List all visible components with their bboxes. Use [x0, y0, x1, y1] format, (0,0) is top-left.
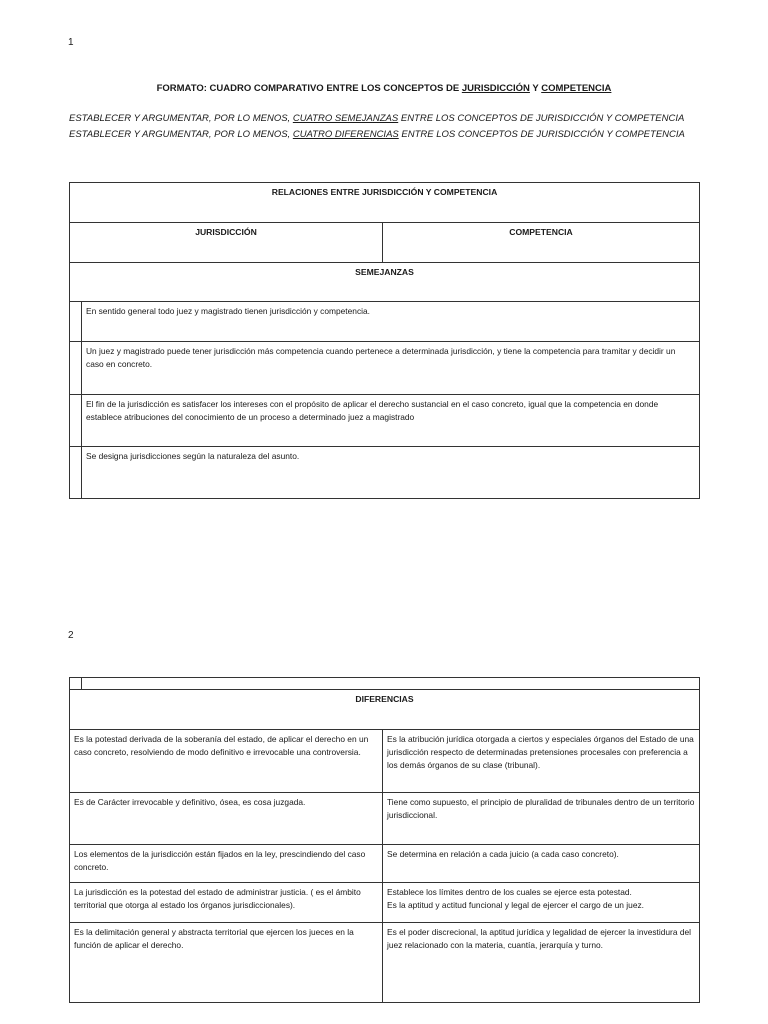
diferencias-table	[69, 677, 700, 1003]
title-y: Y	[529, 83, 542, 94]
top-strip	[82, 678, 700, 690]
instruction-diferencias	[69, 129, 685, 140]
relaciones-table-title: RELACIONES ENTRE JURISDICCIÓN Y COMPETENCIA	[70, 183, 700, 223]
diferencia-competencia: Tiene como supuesto, el principio de pluralidad de tribunales dentro de un territorio jurisdiccional.	[383, 793, 700, 845]
instruction-text: ENTRE LOS CONCEPTOS DE JURISDICCIÓN Y COMPETENCIA	[398, 129, 685, 140]
row-stub	[70, 395, 82, 447]
diferencia-jurisdiccion: Los elementos de la jurisdicción están fijados en la ley, prescindiendo del caso concreto.	[70, 845, 383, 883]
instruction-emphasis: CUATRO SEMEJANZAS	[292, 113, 399, 124]
page-number-2: 2	[68, 630, 74, 641]
row-stub	[70, 342, 82, 395]
row-stub	[70, 678, 82, 690]
semejanza-item: Se designa jurisdicciones según la naturaleza del asunto.	[82, 447, 700, 499]
diferencia-jurisdiccion: La jurisdicción es la potestad del estado de administrar justicia. ( es el ámbito territorial que otorga al estado los órganos jurisdiccionales).	[70, 883, 383, 923]
semejanza-item: Un juez y magistrado puede tener jurisdicción más competencia cuando pertenece a determinada jurisdicción, y tiene la competencia para tramitar y decidir un caso en concreto.	[82, 342, 700, 395]
instruction-emphasis: CUATRO DIFERENCIAS	[292, 129, 399, 140]
row-stub	[70, 302, 82, 342]
diferencia-jurisdiccion: Es la potestad derivada de la soberanía del estado, de aplicar el derecho en un caso concreto, resolviendo de modo definitivo e irrevocable una controversia.	[70, 730, 383, 793]
semejanza-item: En sentido general todo juez y magistrado tienen jurisdicción y competencia.	[82, 302, 700, 342]
instruction-text: ESTABLECER Y ARGUMENTAR, POR LO MENOS,	[69, 113, 293, 124]
diferencia-jurisdiccion: Es la delimitación general y abstracta territorial que ejercen los jueces en la función de aplicar el derecho.	[70, 923, 383, 1003]
title-jurisdiccion: JURISDICCIÓN	[461, 83, 530, 94]
diferencia-jurisdiccion: Es de Carácter irrevocable y definitivo, ósea, es cosa juzgada.	[70, 793, 383, 845]
relaciones-table	[69, 182, 700, 499]
section-header-diferencias: DIFERENCIAS	[70, 690, 700, 730]
section-header-semejanzas: SEMEJANZAS	[70, 263, 700, 302]
document-title	[0, 83, 768, 94]
diferencia-competencia: Es la atribución jurídica otorgada a ciertos y especiales órganos del Estado de una jurisdicción respecto de determinadas pretensiones procesales con preferencia a los demás órganos de su clase (tribunal).	[383, 730, 700, 793]
diferencia-competencia: Es el poder discrecional, la aptitud jurídica y legalidad de ejercer la investidura del juez relacionado con la materia, cuantía, jerarquía y turno.	[383, 923, 700, 1003]
column-header-jurisdiccion: JURISDICCIÓN	[70, 223, 383, 263]
title-competencia: COMPETENCIA	[541, 83, 612, 94]
title-prefix: FORMATO: CUADRO COMPARATIVO ENTRE LOS CONCEPTOS DE	[156, 83, 462, 94]
diferencia-competencia: Se determina en relación a cada juicio (a cada caso concreto).	[383, 845, 700, 883]
instruction-text: ENTRE LOS CONCEPTOS DE JURISDICCIÓN Y COMPETENCIA	[398, 113, 685, 124]
instruction-text: ESTABLECER Y ARGUMENTAR, POR LO MENOS,	[69, 129, 293, 140]
row-stub	[70, 447, 82, 499]
semejanza-item: El fin de la jurisdicción es satisfacer los intereses con el propósito de aplicar el derecho sustancial en el caso concreto, igual que la competencia en donde establece atribuciones del conocimiento de un proceso a determinado juez a magistrado	[82, 395, 700, 447]
column-header-competencia: COMPETENCIA	[383, 223, 700, 263]
page-number-1: 1	[68, 37, 74, 48]
diferencia-competencia: Establece los límites dentro de los cuales se ejerce esta potestad. Es la aptitud y actitud funcional y legal de ejercer el cargo de un juez.	[383, 883, 700, 923]
instruction-semejanzas	[69, 113, 684, 124]
